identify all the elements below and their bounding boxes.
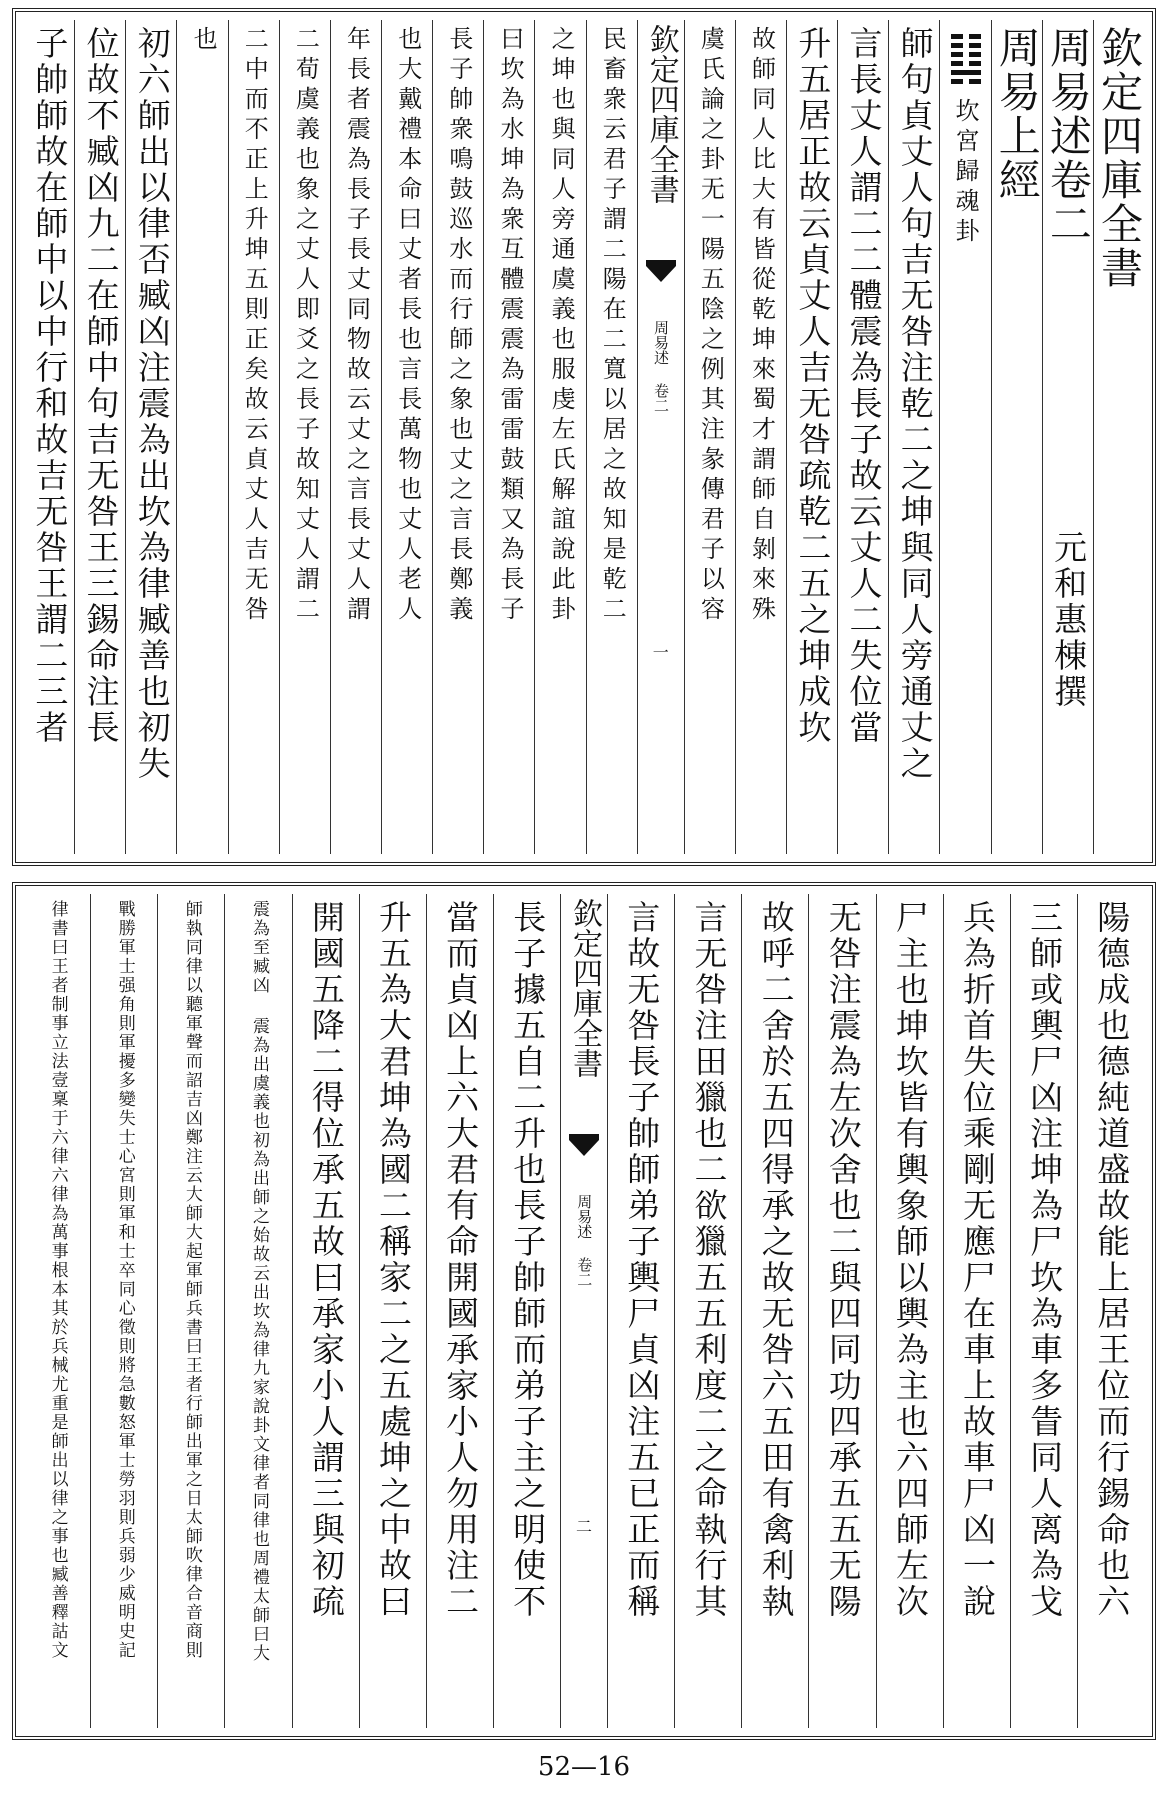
text-column (292, 894, 359, 1728)
text-column (888, 20, 939, 854)
text-column (943, 894, 1010, 1728)
bottom-page (12, 882, 1156, 1740)
gutter-subtitle: 周易述 卷二 (575, 1194, 594, 1287)
text-line: 虞氏論之卦无一陽五陰之例其注彖傳君子以容 (696, 26, 725, 626)
top-columns (24, 20, 1144, 854)
gutter-title: 欽定四庫全書 (643, 24, 679, 204)
text-line: 師執同律以聽軍聲而詔吉凶鄭注云大師大起軍師兵書曰王者行師出軍之日太師吹律合音商則 (181, 900, 202, 1660)
gutter-title: 欽定四庫全書 (567, 898, 602, 1078)
text-column (90, 894, 157, 1728)
text-column (381, 20, 432, 854)
text-line: 升五居正故云貞丈人吉无咎疏乾二五之坤成坎 (793, 26, 833, 746)
text-column (125, 20, 176, 854)
text-line: 位故不臧凶九二在師中句吉无咎王三錫命注長 (81, 26, 121, 746)
fish-tail-mark-icon (569, 1134, 599, 1158)
library-header: 欽定四庫全書 (1094, 26, 1144, 290)
text-column (224, 894, 291, 1728)
text-column (786, 20, 837, 854)
text-line: 曰坎為水坤為衆互體震震為雷雷鼓類又為長子 (495, 26, 524, 626)
center-gutter (560, 894, 607, 1728)
hexagram-column (939, 20, 990, 854)
text-column (279, 20, 330, 854)
text-line: 開國五降二得位承五故曰承家小人謂三與初疏 (306, 900, 346, 1620)
text-line: 師句貞丈人句吉无咎注乾二之坤與同人旁通丈之 (895, 26, 935, 782)
text-line: 故師同人比大有皆從乾坤來蜀才謂師自剝來殊 (747, 26, 776, 626)
page-number: 52—16 (537, 1752, 631, 1782)
text-column (534, 20, 585, 854)
text-column (228, 20, 279, 854)
text-column (24, 894, 90, 1728)
text-line: 三師或輿尸凶注坤為尸坎為車多眚同人离為戈 (1025, 900, 1065, 1620)
bottom-columns (24, 894, 1144, 1728)
gutter-page-number: 一 (652, 643, 669, 662)
text-line: 子帥師故在師中以中行和故吉无咎王謂二三者 (30, 26, 70, 746)
text-line: 長子據五自二升也長子帥師而弟子主之明使不 (508, 900, 548, 1620)
text-column (837, 20, 888, 854)
text-column (426, 894, 493, 1728)
book-title: 周易述卷二 (1043, 26, 1093, 246)
text-line: 升五為大君坤為國二稱家二之五處坤之中故曰 (374, 900, 414, 1620)
text-line: 无咎注震為左次舍也二與四同功四承五五无陽 (823, 900, 863, 1620)
gutter-page-number: 二 (575, 1517, 593, 1536)
text-column (607, 894, 674, 1728)
text-line: 年長者震為長子長丈同物故云丈之言長丈人謂 (342, 26, 371, 626)
text-line: 初六師出以律否臧凶注震為出坎為律臧善也初失 (132, 26, 172, 782)
text-column (24, 20, 74, 854)
author-line: 元和惠棟撰 (1049, 530, 1089, 710)
text-line: 民畜衆云君子謂二陽在二寬以居之故知是乾二 (598, 26, 627, 626)
text-line: 言故无咎長子帥師弟子輿尸貞凶注五已正而稱 (622, 900, 662, 1620)
text-column (157, 894, 224, 1728)
text-column (483, 20, 534, 854)
chapter-column (991, 20, 1042, 854)
text-column (176, 20, 227, 854)
text-column (1010, 894, 1077, 1728)
text-line: 也大戴禮本命曰丈者長也言長萬物也丈人老人 (393, 26, 422, 626)
fish-tail-mark-icon (646, 260, 676, 284)
text-line: 言長丈人謂二二體震為長子故云丈人二失位當 (844, 26, 884, 746)
center-gutter (637, 20, 684, 854)
text-line: 尸主也坤坎皆有輿象師以輿為主也六四師左次 (890, 900, 930, 1620)
text-column (359, 894, 426, 1728)
chapter-title: 周易上經 (992, 26, 1042, 202)
text-line: 也 (189, 26, 218, 56)
text-line: 言无咎注田獵也二欲獵五五利度二之命執行其 (689, 900, 729, 1620)
text-column (330, 20, 381, 854)
text-column (684, 20, 735, 854)
text-column (432, 20, 483, 854)
text-line: 陽德成也德純道盛故能上居王位而行錫命也六 (1092, 900, 1132, 1620)
text-line: 二荀虞義也象之丈人即爻之長子故知丈人謂二 (291, 26, 320, 626)
text-line: 震為至臧凶 震為出虞義也初為出師之始故云出坎為律九家說卦文律者同律也周禮太師曰大 (248, 900, 269, 1663)
text-line: 戰勝軍士强角則軍擾多變失士心宮則軍和士卒同心徵則將急數怒軍士勞羽則兵弱少威明史記 (114, 900, 135, 1660)
text-column (493, 894, 560, 1728)
text-line: 兵為折首失位乘剛无應尸在車上故車尸凶一說 (958, 900, 998, 1620)
text-column (1077, 894, 1144, 1728)
text-column (735, 20, 786, 854)
text-column (741, 894, 808, 1728)
text-line: 律書曰王者制事立法壹稟于六律六律為萬事根本其於兵械尤重是師出以律之事也臧善釋詁文 (47, 900, 68, 1660)
shi-hexagram-icon (951, 34, 981, 88)
text-line: 二中而不正上升坤五則正矣故云貞丈人吉无咎 (240, 26, 269, 626)
text-column (876, 894, 943, 1728)
hexagram-palace-label: 坎宮歸魂卦 (951, 98, 979, 248)
text-column (74, 20, 125, 854)
header-column (1093, 20, 1144, 854)
title-author-column (1042, 20, 1093, 854)
text-line: 長子帥衆鳴鼓巡水而行師之象也丈之言長鄭義 (444, 26, 473, 626)
text-column (808, 894, 875, 1728)
text-column (674, 894, 741, 1728)
top-page (12, 8, 1156, 866)
text-line: 之坤也與同人旁通虞義也服虔左氏解誼說此卦 (547, 26, 576, 626)
text-line: 當而貞凶上六大君有命開國承家小人勿用注二 (441, 900, 481, 1620)
text-column (586, 20, 637, 854)
gutter-subtitle: 周易述 卷二 (651, 320, 670, 413)
text-line: 故呼二舍於五四得承之故无咎六五田有禽利執 (756, 900, 796, 1620)
